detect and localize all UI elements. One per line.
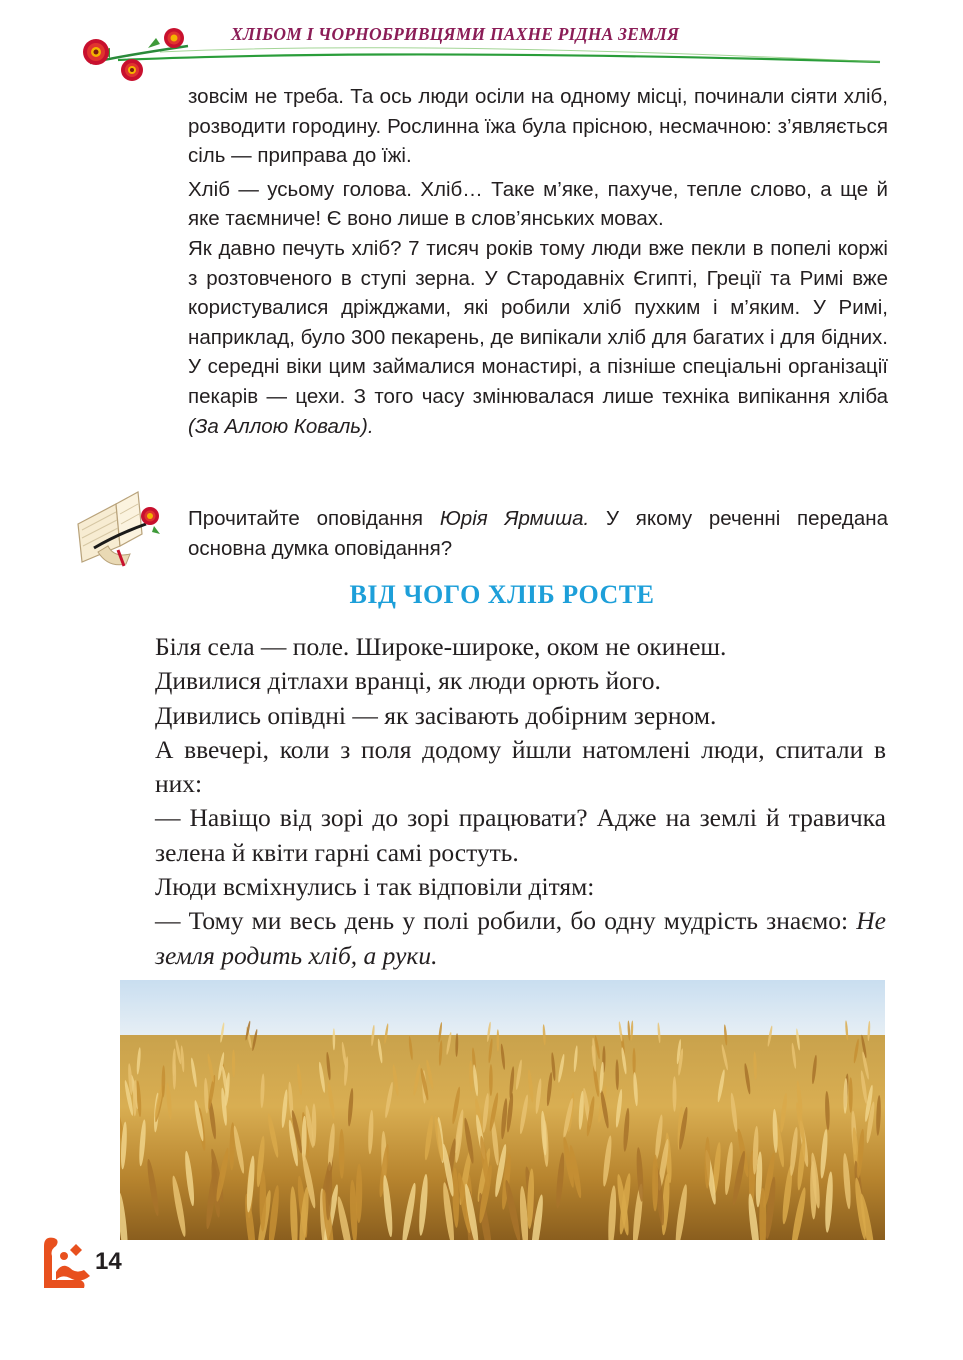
wheat-field-photo — [120, 980, 885, 1240]
story-title: ВІД ЧОГО ХЛІБ РОСТЕ — [349, 580, 655, 609]
paragraph: зовсім не треба. Та ось люди осіли на одному місці, починали сіяти хліб, розводити городину. Рослинна їжа була прісною, несмачною: з’являється сіль — приправа до їжі. — [188, 85, 888, 168]
story-line — [155, 904, 886, 973]
task-text-start: Прочитайте оповідання — [188, 507, 440, 530]
story-line: Біля села — поле. Широке-широке, оком не окинеш. — [155, 632, 727, 661]
task-text-end: У якому реченні передана основна думка оповідання? — [188, 507, 888, 560]
citation: (За Аллою Коваль). — [188, 414, 374, 438]
paragraph — [188, 234, 888, 441]
open-book-icon — [68, 484, 168, 574]
paragraph-text: Як давно печуть хліб? 7 тисяч років тому люди вже пекли в попелі коржі з розтовченого в ступі зерна. У Стародавніх Єгипті, Греції та Римі вже користувалися дріжджами, які робили хліб пухким і м’яким. У Римі, наприклад, було 300 пекарень, де випікали хліб для багатих і для бідних. У середні віки цим займалися монастирі, а пізніше спеціальні організації пекарів — цехи. З того часу змінювалася лише техніка випікання хліба — [188, 236, 888, 408]
intro-text-block — [188, 82, 888, 441]
story-moral: Не земля родить хліб, а руки. — [155, 906, 886, 970]
story-text-block — [155, 630, 886, 973]
task-paragraph — [188, 504, 888, 563]
folk-ornament-icon — [40, 1232, 96, 1292]
story-line: А ввечері, коли з поля додому йшли натомлені люди, спитали в них: — [155, 734, 886, 799]
page-number: 14 — [95, 1248, 122, 1275]
header-title: ХЛІБОМ І ЧОРНОБРИВЦЯМИ ПАХНЕ РІДНА ЗЕМЛЯ — [231, 24, 680, 44]
task-author: Юрія Ярмиша. — [439, 507, 590, 530]
wheat-field-image — [120, 980, 885, 1240]
page-header — [0, 0, 963, 90]
carnation-flowers-icon — [70, 18, 200, 84]
story-line: Люди всміхнулись і так відповіли дітям: — [155, 872, 595, 902]
story-line: Дивились опівдні — як засівають добірним зерном. — [155, 700, 717, 730]
paragraph: Хліб — усьому голова. Хліб… Таке м’яке, пахуче, тепле слово, а ще й яке таємниче! Є воно лише в слов’янських мовах. — [188, 177, 888, 231]
story-line-text: — Тому ми весь день у полі робили, бо одну мудрість знаємо: — [155, 906, 857, 936]
story-line: Дивилися дітлахи вранці, як люди орють його. — [155, 666, 661, 696]
story-line: — Навіщо від зорі до зорі працювати? Адже на землі й травичка зелена й квіти гарні самі ростуть. — [155, 803, 886, 867]
task-text — [188, 504, 888, 563]
